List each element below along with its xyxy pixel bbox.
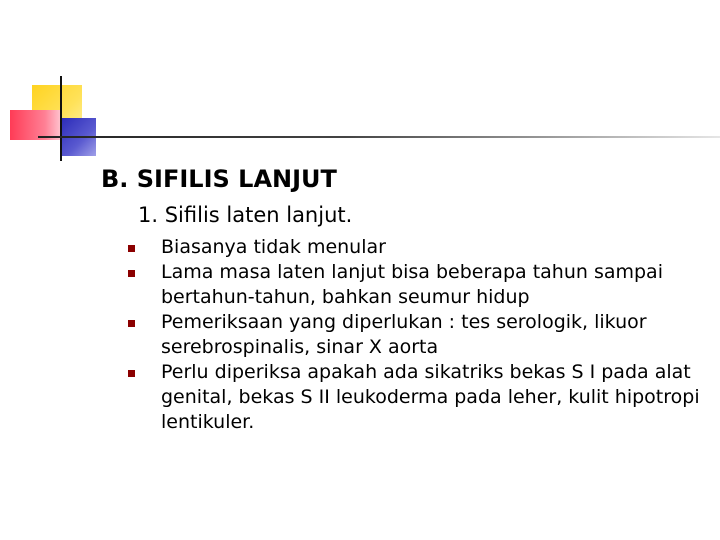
bullet-list: [128, 235, 708, 435]
bullet-text: Lama masa laten lanjut bisa beberapa tahun sampai bertahun-tahun, bahkan seumur hidup: [161, 261, 663, 308]
bullet-marker: [128, 370, 135, 377]
bullet-text: Perlu diperiksa apakah ada sikatriks bekas S I pada alat genital, bekas S II leukoderma pada leher, kulit hipotropi lentikuler.: [161, 361, 700, 433]
bullet-item: [128, 260, 708, 310]
slide-subheading: 1. Sifilis laten lanjut.: [138, 203, 353, 227]
bullet-marker: [128, 245, 135, 252]
bullet-marker: [128, 320, 135, 327]
title-divider-line: [38, 136, 720, 138]
bullet-marker: [128, 270, 135, 277]
bullet-item: [128, 360, 708, 435]
bullet-item: [128, 235, 708, 260]
slide-heading: B. SIFILIS LANJUT: [101, 165, 337, 193]
decorative-vertical-line: [60, 76, 62, 161]
bullet-item: [128, 310, 708, 360]
bullet-text: Pemeriksaan yang diperlukan : tes serologik, likuor serebrospinalis, sinar X aorta: [161, 311, 647, 358]
bullet-text: Biasanya tidak menular: [161, 236, 386, 258]
